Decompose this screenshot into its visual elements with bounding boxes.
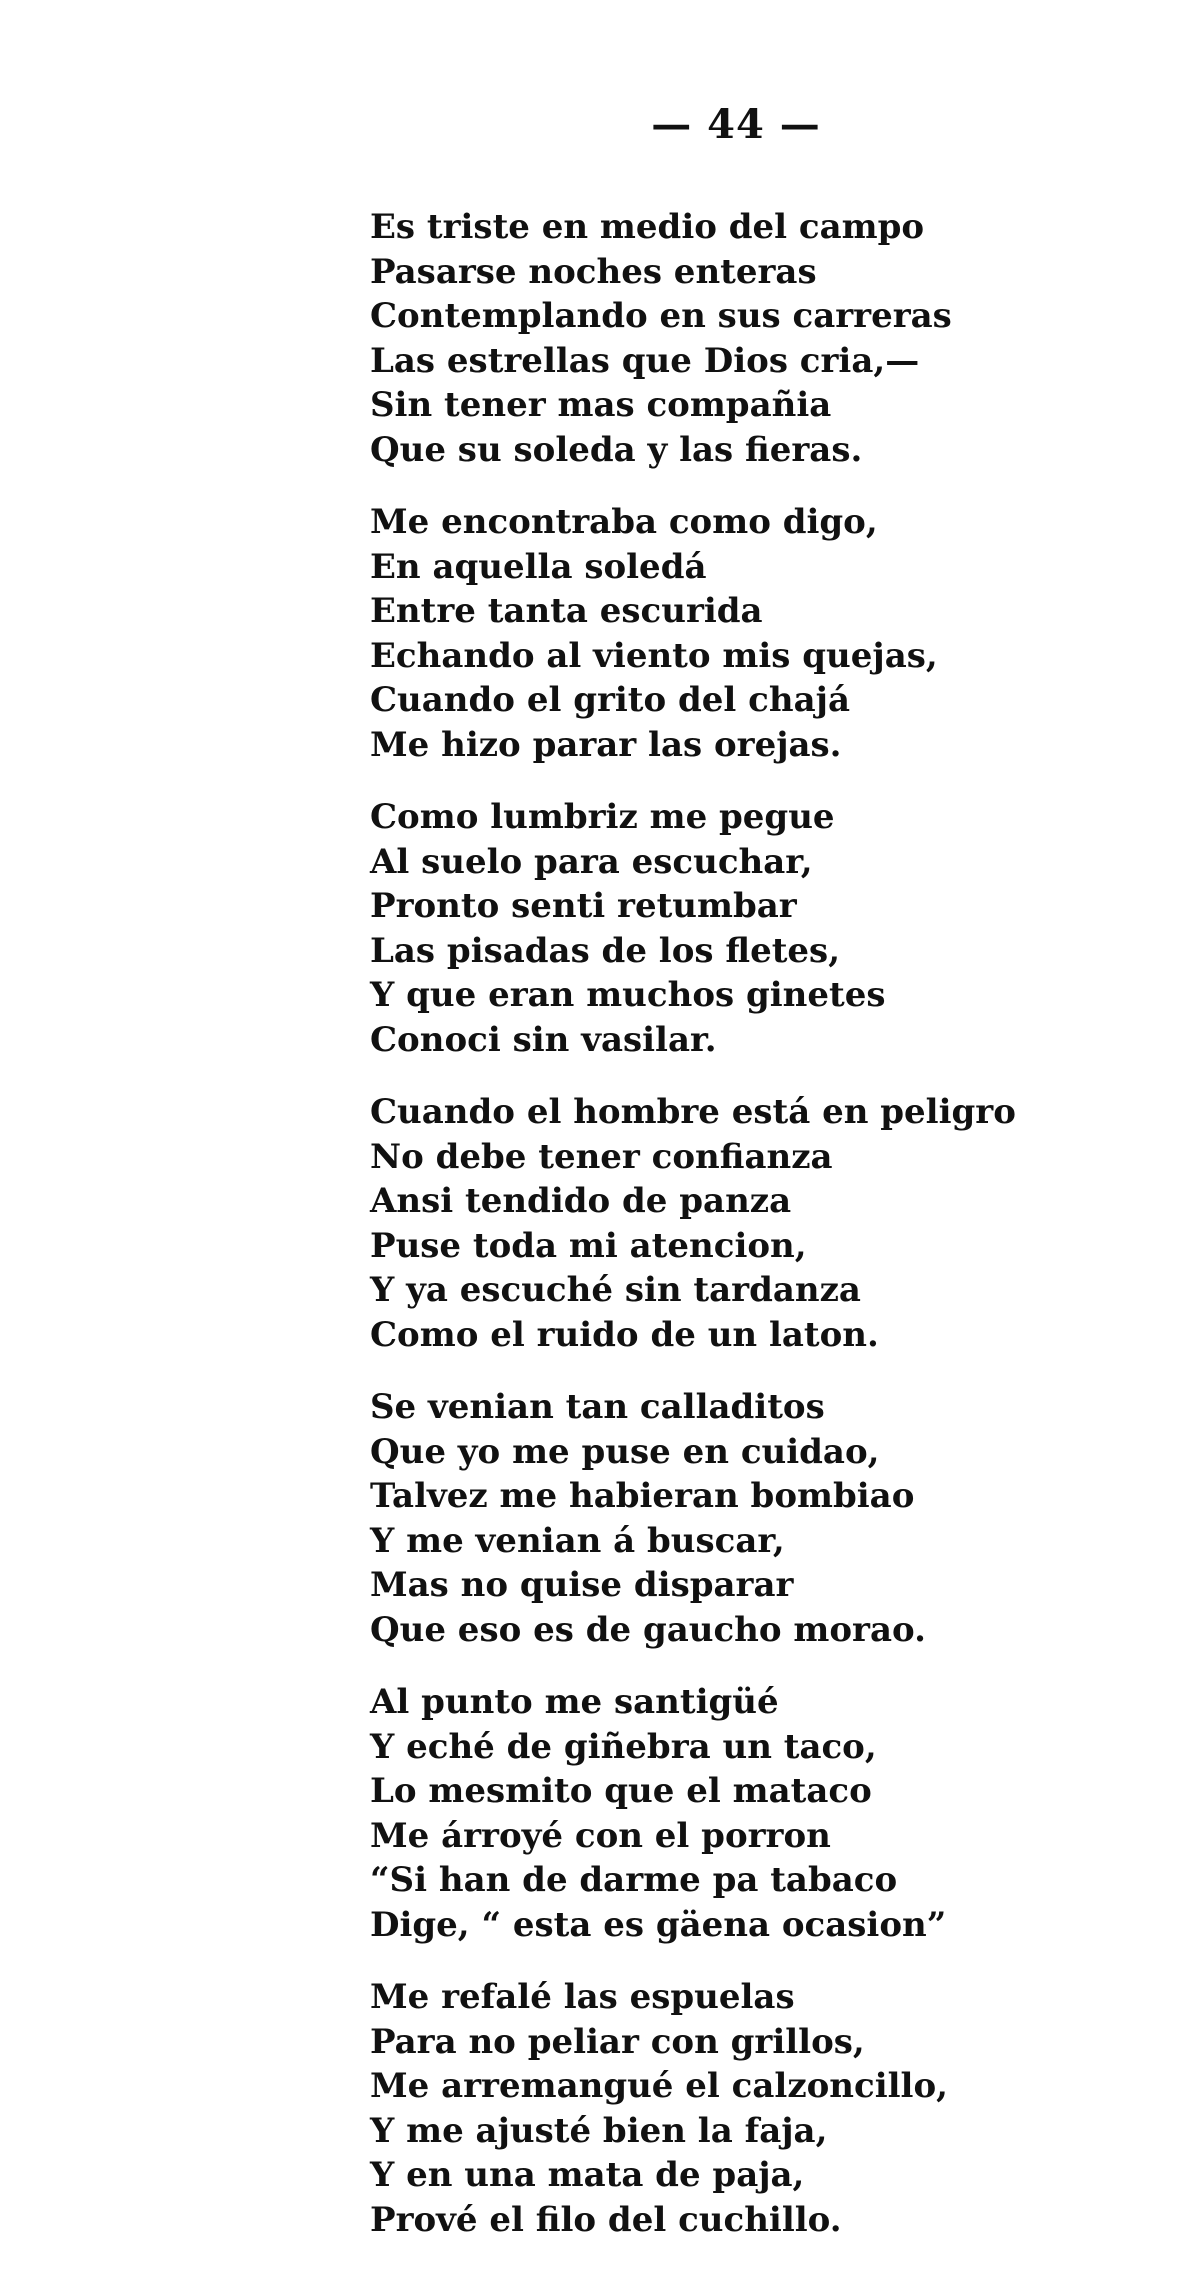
page-number: — 44 — xyxy=(651,101,821,148)
verse-line: Lo mesmito que el mataco xyxy=(370,1771,872,1811)
verse-line: Prové el filo del cuchillo. xyxy=(370,2199,842,2240)
verse-line: Al suelo para escuchar, xyxy=(370,841,813,882)
verse-line: Puse toda mi atencion, xyxy=(370,1225,807,1266)
verse-line: Y ya escuché sin tardanza xyxy=(370,1270,861,1310)
stanza-1 xyxy=(370,205,1170,472)
verse-line: Mas no quise disparar xyxy=(370,1565,794,1605)
verse-line: Las pisadas de los fletes, xyxy=(370,930,841,971)
verse-line: Y me ajusté bien la faja, xyxy=(370,2110,828,2151)
verse-line: Me arremangué el calzoncillo, xyxy=(370,2066,948,2106)
verse-line: Conoci sin vasilar. xyxy=(370,1019,717,1060)
verse-line: Pronto senti retumbar xyxy=(370,886,797,926)
stanza-7 xyxy=(370,1975,1170,2242)
verse-line: En aquella soledá xyxy=(370,546,707,587)
verse-line: Es triste en medio del campo xyxy=(370,207,925,247)
verse-line: Cuando el grito del chajá xyxy=(370,680,850,720)
stanza-3 xyxy=(370,795,1170,1062)
verse-line: Entre tanta escurida xyxy=(370,591,763,631)
verse-line: Contemplando en sus carreras xyxy=(370,296,952,336)
verse-line: Dige, “ esta es gäena ocasion” xyxy=(370,1904,947,1945)
verse-line: Se venian tan calladitos xyxy=(370,1387,825,1427)
stanza-2 xyxy=(370,500,1170,767)
verse-line: Pasarse noches enteras xyxy=(370,251,817,292)
verse-line: Y me venian á buscar, xyxy=(370,1520,785,1561)
verse-line: Echando al viento mis quejas, xyxy=(370,635,938,676)
verse-line: Me árroyé con el porron xyxy=(370,1815,831,1856)
verse-line: Sin tener mas compañia xyxy=(370,385,832,425)
verse-line: Cuando el hombre está en peligro xyxy=(370,1092,1016,1132)
verse-line: Y eché de giñebra un taco, xyxy=(370,1726,877,1767)
verse-line: Como lumbriz me pegue xyxy=(370,797,835,837)
verse-line: Que yo me puse en cuidao, xyxy=(370,1431,880,1472)
verse-line: Me refalé las espuelas xyxy=(370,1977,795,2017)
verse-line: No debe tener confianza xyxy=(370,1136,833,1177)
verse-line: Que eso es de gaucho morao. xyxy=(370,1609,926,1650)
verse-line: Y en una mata de paja, xyxy=(370,2155,805,2195)
verse-line: Y que eran muchos ginetes xyxy=(370,975,886,1015)
verse-line: Que su soleda y las fieras. xyxy=(370,429,863,470)
verse-line: Ansi tendido de panza xyxy=(370,1181,792,1221)
stanza-5 xyxy=(370,1385,1170,1652)
stanza-6 xyxy=(370,1680,1170,1947)
verse-line: Al punto me santigüé xyxy=(370,1682,779,1722)
verse-line: Me encontraba como digo, xyxy=(370,502,878,542)
verse-line: Talvez me habieran bombiao xyxy=(370,1476,915,1516)
verse-line: Como el ruido de un laton. xyxy=(370,1314,879,1355)
verse-line: “Si han de darme pa tabaco xyxy=(370,1860,898,1900)
verse-line: Las estrellas que Dios cria,— xyxy=(370,340,920,381)
verse-line: Me hizo parar las orejas. xyxy=(370,724,842,765)
stanza-4 xyxy=(370,1090,1170,1357)
poem xyxy=(370,205,1170,2270)
verse-line: Para no peliar con grillos, xyxy=(370,2021,865,2062)
